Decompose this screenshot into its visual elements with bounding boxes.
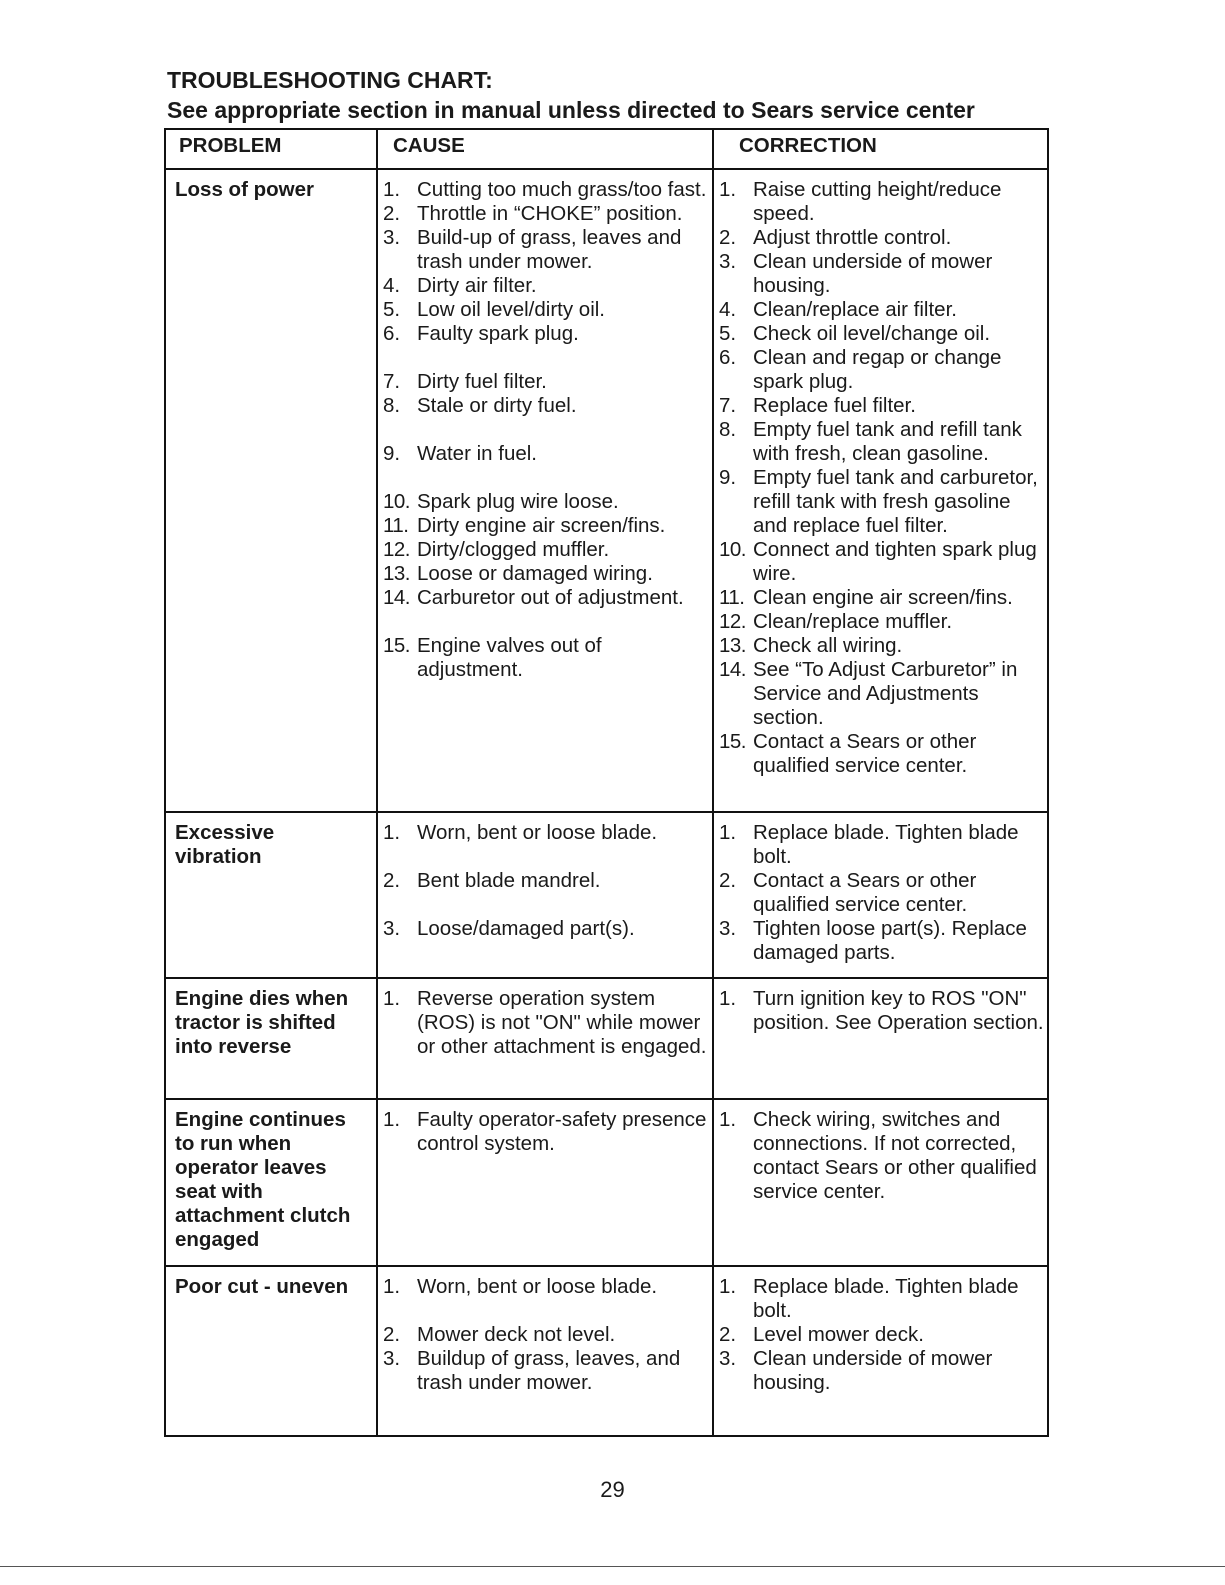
correction-text: Adjust throttle control. <box>753 226 952 249</box>
table-body <box>165 169 1048 1436</box>
cause-item <box>383 538 712 562</box>
correction-cell <box>713 1099 1048 1266</box>
table-row <box>165 1099 1048 1266</box>
correction-text: Clean/replace air filter. <box>753 298 957 321</box>
cause-item <box>383 202 712 226</box>
cause-item <box>383 298 712 322</box>
cause-number: 6. <box>383 322 401 345</box>
cause-cell <box>377 978 713 1099</box>
spacer <box>383 346 712 370</box>
correction-text: Clean underside of mower housing. <box>753 250 993 297</box>
correction-item <box>719 394 1047 418</box>
cause-item <box>383 226 712 274</box>
correction-item <box>719 298 1047 322</box>
cause-text: Build-up of grass, leaves and trash under mower. <box>417 226 682 273</box>
correction-item <box>719 178 1047 226</box>
correction-text: Raise cutting height/reduce speed. <box>753 178 1002 225</box>
correction-item <box>719 1108 1047 1204</box>
table-row <box>165 978 1048 1099</box>
header-problem: PROBLEM <box>165 129 377 169</box>
correction-text: Level mower deck. <box>753 1323 924 1346</box>
cause-text: Worn, bent or loose blade. <box>417 1275 658 1298</box>
correction-item <box>719 466 1047 538</box>
cause-text: Low oil level/dirty oil. <box>417 298 605 321</box>
cause-text: Loose or damaged wiring. <box>417 562 653 585</box>
page-number: 29 <box>600 1477 625 1502</box>
correction-number: 1. <box>719 821 737 844</box>
page-subtitle: See appropriate section in manual unless directed to Sears service center <box>167 97 975 123</box>
correction-number: 10. <box>719 538 746 561</box>
correction-item <box>719 418 1047 466</box>
spacer <box>383 466 712 490</box>
problem-label: Excessive vibration <box>175 821 275 868</box>
cause-number: 1. <box>383 178 401 201</box>
correction-cell <box>713 169 1048 812</box>
table-header-row <box>165 129 1048 169</box>
header-correction: CORRECTION <box>713 129 1048 169</box>
correction-item <box>719 346 1047 394</box>
cause-text: Buildup of grass, leaves, and trash under mower. <box>417 1347 681 1394</box>
cause-item <box>383 821 712 845</box>
correction-text: Check oil level/change oil. <box>753 322 991 345</box>
cause-text: Throttle in “CHOKE” position. <box>417 202 683 225</box>
cause-item <box>383 394 712 418</box>
correction-number: 2. <box>719 869 737 892</box>
correction-number: 5. <box>719 322 737 345</box>
correction-text: Replace fuel filter. <box>753 394 916 417</box>
correction-number: 4. <box>719 298 737 321</box>
cause-item <box>383 370 712 394</box>
cause-item <box>383 1323 712 1347</box>
correction-number: 11. <box>719 586 745 609</box>
cause-number: 8. <box>383 394 401 417</box>
correction-cell <box>713 1266 1048 1436</box>
cause-number: 3. <box>383 226 401 249</box>
cause-text: Reverse operation system (ROS) is not "ON" while mower or other attachment is engaged. <box>417 987 707 1058</box>
cause-text: Engine valves out of adjustment. <box>417 634 602 681</box>
correction-number: 1. <box>719 987 737 1010</box>
cause-number: 13. <box>383 562 410 585</box>
spacer <box>383 893 712 917</box>
cause-number: 1. <box>383 1275 401 1298</box>
correction-number: 8. <box>719 418 737 441</box>
cause-text: Cutting too much grass/too fast. <box>417 178 707 201</box>
spacer <box>383 610 712 634</box>
spacer <box>383 418 712 442</box>
cause-item <box>383 442 712 466</box>
cause-number: 7. <box>383 370 401 393</box>
problem-cell <box>165 1266 377 1436</box>
cause-item <box>383 562 712 586</box>
correction-item <box>719 821 1047 869</box>
correction-text: Check all wiring. <box>753 634 903 657</box>
correction-text: Replace blade. Tighten blade bolt. <box>753 1275 1019 1322</box>
cause-text: Worn, bent or loose blade. <box>417 821 658 844</box>
cause-item <box>383 634 712 682</box>
correction-item <box>719 658 1047 730</box>
correction-text: Clean underside of mower housing. <box>753 1347 993 1394</box>
correction-item <box>719 322 1047 346</box>
correction-number: 12. <box>719 610 746 633</box>
cause-item <box>383 490 712 514</box>
correction-text: Clean and regap or change spark plug. <box>753 346 1002 393</box>
correction-number: 9. <box>719 466 737 489</box>
correction-item <box>719 987 1047 1035</box>
cause-item <box>383 514 712 538</box>
correction-item <box>719 538 1047 586</box>
correction-number: 1. <box>719 1275 737 1298</box>
bottom-rule <box>0 1566 1225 1567</box>
correction-text: Contact a Sears or other qualified service center. <box>753 869 977 916</box>
cause-number: 1. <box>383 1108 401 1131</box>
correction-item <box>719 1275 1047 1323</box>
cause-number: 10. <box>383 490 410 513</box>
table-row <box>165 169 1048 812</box>
page-title: TROUBLESHOOTING CHART: <box>167 67 493 93</box>
cause-number: 2. <box>383 1323 401 1346</box>
correction-text: Contact a Sears or other qualified service center. <box>753 730 977 777</box>
cause-item <box>383 1275 712 1299</box>
correction-number: 7. <box>719 394 737 417</box>
problem-cell <box>165 978 377 1099</box>
cause-cell <box>377 169 713 812</box>
cause-number: 1. <box>383 821 401 844</box>
cause-text: Faulty spark plug. <box>417 322 579 345</box>
correction-cell <box>713 812 1048 978</box>
correction-item <box>719 250 1047 298</box>
correction-item <box>719 869 1047 917</box>
correction-item <box>719 1323 1047 1347</box>
table-row <box>165 1266 1048 1436</box>
cause-number: 1. <box>383 987 401 1010</box>
problem-label: Engine dies when tractor is shifted into reverse <box>175 987 349 1058</box>
cause-item <box>383 274 712 298</box>
correction-text: Replace blade. Tighten blade bolt. <box>753 821 1019 868</box>
table-row <box>165 812 1048 978</box>
cause-number: 2. <box>383 202 401 225</box>
cause-text: Faulty operator-safety presence control system. <box>417 1108 707 1155</box>
correction-cell <box>713 978 1048 1099</box>
cause-cell <box>377 1266 713 1436</box>
problem-label: Engine continues to run when operator leaves seat with attachment clutch engaged <box>175 1108 351 1251</box>
cause-text: Water in fuel. <box>417 442 538 465</box>
cause-item <box>383 322 712 346</box>
cause-cell <box>377 1099 713 1266</box>
correction-item <box>719 226 1047 250</box>
correction-number: 13. <box>719 634 746 657</box>
correction-number: 3. <box>719 1347 737 1370</box>
correction-text: Clean engine air screen/fins. <box>753 586 1013 609</box>
cause-text: Bent blade mandrel. <box>417 869 601 892</box>
spacer <box>383 845 712 869</box>
cause-number: 12. <box>383 538 410 561</box>
correction-number: 6. <box>719 346 737 369</box>
problem-cell <box>165 1099 377 1266</box>
cause-text: Dirty fuel filter. <box>417 370 547 393</box>
cause-item <box>383 987 712 1059</box>
cause-cell <box>377 812 713 978</box>
problem-cell <box>165 169 377 812</box>
cause-number: 3. <box>383 917 401 940</box>
cause-number: 5. <box>383 298 401 321</box>
correction-text: Clean/replace muffler. <box>753 610 953 633</box>
cause-text: Stale or dirty fuel. <box>417 394 577 417</box>
correction-number: 3. <box>719 917 737 940</box>
correction-number: 2. <box>719 226 737 249</box>
cause-item <box>383 1108 712 1156</box>
spacer <box>383 1299 712 1323</box>
cause-number: 3. <box>383 1347 401 1370</box>
correction-number: 14. <box>719 658 746 681</box>
correction-number: 1. <box>719 1108 737 1131</box>
cause-text: Loose/damaged part(s). <box>417 917 635 940</box>
correction-text: Connect and tighten spark plug wire. <box>753 538 1037 585</box>
correction-text: Turn ignition key to ROS "ON" position. See Operation section. <box>753 987 1044 1034</box>
correction-item <box>719 586 1047 610</box>
header-cause: CAUSE <box>377 129 713 169</box>
cause-number: 2. <box>383 869 401 892</box>
correction-number: 2. <box>719 1323 737 1346</box>
problem-cell <box>165 812 377 978</box>
problem-label: Poor cut - uneven <box>175 1275 349 1298</box>
cause-item <box>383 869 712 893</box>
cause-text: Dirty/clogged muffler. <box>417 538 610 561</box>
cause-text: Dirty engine air screen/fins. <box>417 514 666 537</box>
troubleshooting-table <box>164 128 1049 1437</box>
correction-text: See “To Adjust Carburetor” in Service and Adjustments section. <box>753 658 1018 729</box>
correction-item <box>719 730 1047 778</box>
cause-number: 4. <box>383 274 401 297</box>
cause-item <box>383 586 712 610</box>
correction-text: Empty fuel tank and carburetor, refill tank with fresh gasoline and replace fuel filter. <box>753 466 1038 537</box>
correction-number: 1. <box>719 178 737 201</box>
cause-number: 15. <box>383 634 410 657</box>
correction-text: Tighten loose part(s). Replace damaged parts. <box>753 917 1027 964</box>
correction-text: Check wiring, switches and connections. If not corrected, contact Sears or other qualified service center. <box>753 1108 1037 1203</box>
correction-item <box>719 1347 1047 1395</box>
cause-text: Dirty air filter. <box>417 274 537 297</box>
correction-item <box>719 917 1047 965</box>
cause-text: Mower deck not level. <box>417 1323 616 1346</box>
cause-item <box>383 917 712 941</box>
problem-label: Loss of power <box>175 178 314 201</box>
correction-text: Empty fuel tank and refill tank with fresh, clean gasoline. <box>753 418 1022 465</box>
cause-number: 14. <box>383 586 410 609</box>
cause-text: Carburetor out of adjustment. <box>417 586 684 609</box>
correction-item <box>719 610 1047 634</box>
correction-item <box>719 634 1047 658</box>
cause-item <box>383 178 712 202</box>
cause-number: 9. <box>383 442 401 465</box>
correction-number: 3. <box>719 250 737 273</box>
correction-number: 15. <box>719 730 746 753</box>
cause-text: Spark plug wire loose. <box>417 490 619 513</box>
cause-number: 11. <box>383 514 409 537</box>
cause-item <box>383 1347 712 1395</box>
